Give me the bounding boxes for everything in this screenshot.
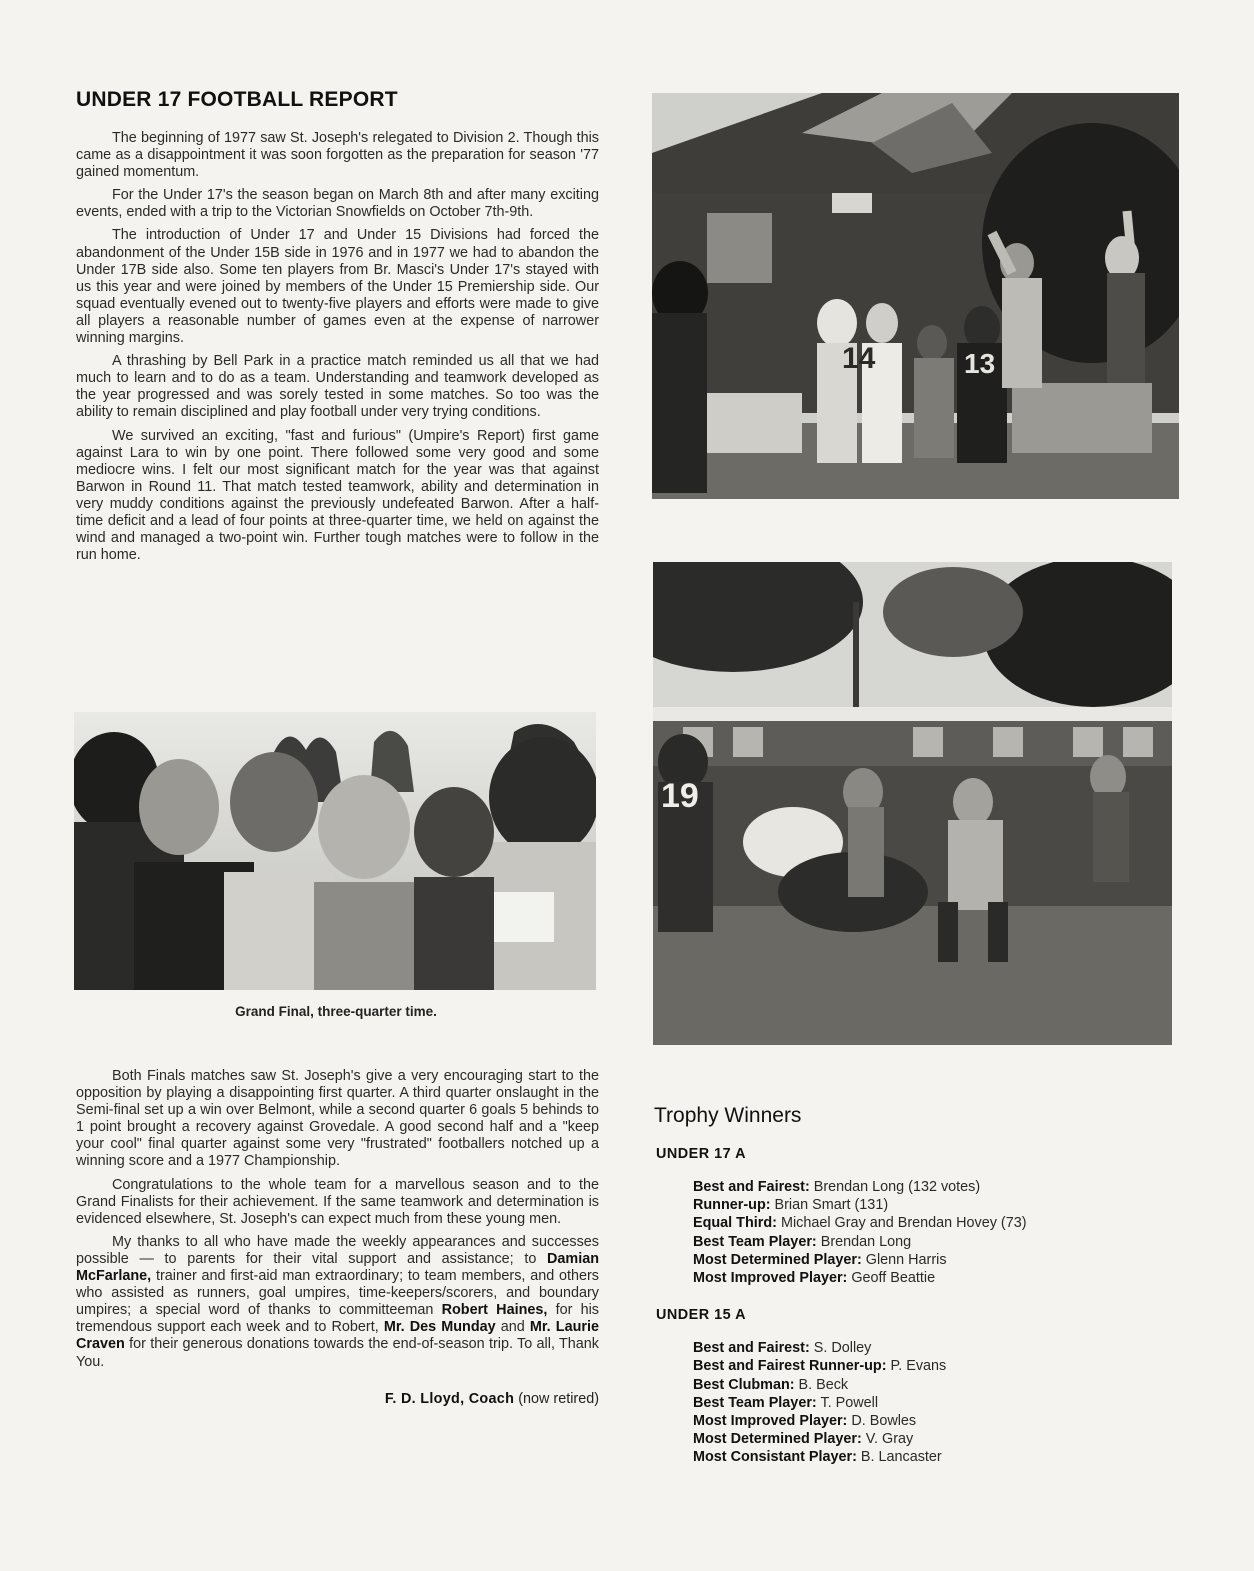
ground-scrum-photo (653, 562, 1172, 1045)
report-paragraph: We survived an exciting, "fast and furious" (Umpire's Report) first game against Lara to win by one point. There followed some very good and some mediocre wins. I felt our most significant match for the year was that against Barwon in Round 11. That match tested teamwork, ability and determination in very muddy conditions against the previously undefeated Barwon. After a half-time deficit and a lead of four points at three-quarter time, we held on against the wind and managed a two-point win. Further tough matches were to follow in the run home. (76, 427, 599, 564)
thanks-text: My thanks to all who have made the weekly appearances and successes possible — to parents for their vital support and assistance; to (76, 1233, 599, 1267)
award-winner: Glenn Harris (861, 1251, 947, 1268)
coach-note: (now retired) (514, 1390, 599, 1407)
award-winner: P. Evans (886, 1358, 947, 1375)
thanks-name: Mr. Des Munday (383, 1319, 496, 1336)
report-section (76, 88, 599, 570)
award-winner: Brendan Long (816, 1233, 912, 1250)
award-label: Runner-up: (693, 1197, 771, 1214)
division-heading: UNDER 15 A (656, 1307, 747, 1324)
award-label: Best Team Player: (693, 1394, 817, 1411)
award-winner: Brendan Long (132 votes) (809, 1179, 981, 1195)
report-paragraph: A thrashing by Bell Park in a practice match reminded us all that we had much to learn and to do as a team. Understanding and teamwork developed as the year progressed and was sorely tested in some matches. So too was the ability to remain disciplined and play football under very trying conditions. (76, 353, 599, 421)
marking-contest-photo (652, 93, 1179, 499)
report-paragraph: Congratulations to the whole team for a marvellous season and to the Grand Finalists for their achievement. If the same teamwork and determination is evidenced elsewhere, St. Joseph's can expect much from these young men. (76, 1176, 599, 1227)
award-winner: S. Dolley (809, 1340, 872, 1357)
thanks-text: for his tremendous support each week and to Robert, (76, 1302, 599, 1336)
division-heading: UNDER 17 A (656, 1146, 747, 1162)
award-item (693, 1269, 1174, 1287)
award-item (693, 1430, 1174, 1448)
photo-caption: Grand Final, three-quarter time. (235, 1004, 437, 1019)
award-winner: T. Powell (816, 1394, 879, 1411)
thanks-name: Damian McFarlane, (76, 1250, 599, 1285)
award-label: Best Clubman: (693, 1376, 795, 1393)
award-winner: B. Beck (794, 1376, 849, 1393)
coach-name: F. D. Lloyd, Coach (384, 1390, 515, 1407)
thanks-text: and (495, 1319, 530, 1336)
award-label: Best and Fairest: (693, 1340, 810, 1357)
award-winner: B. Lancaster (856, 1449, 942, 1466)
report-paragraph: The beginning of 1977 saw St. Joseph's relegated to Division 2. Though this came as a disappointment it was soon forgotten as the preparation for season '77 gained momentum. (76, 130, 599, 181)
award-item (693, 1357, 1174, 1375)
award-label: Most Improved Player: (693, 1270, 848, 1287)
signoff (76, 1391, 599, 1407)
award-item (693, 1251, 1174, 1269)
award-label: Most Determined Player: (693, 1431, 862, 1448)
award-list (654, 1339, 1174, 1466)
thanks-text: for their generous donations towards the end-of-season trip. To all, Thank You. (76, 1336, 599, 1370)
thanks-text: trainer and first-aid man extraordinary; to team members, and others who assisted as runners, goal umpires, time-keepers/scorers, and boundary umpires; a special word of thanks to committeeman (76, 1268, 599, 1319)
award-label: Most Improved Player: (693, 1413, 848, 1430)
report-title: UNDER 17 FOOTBALL REPORT (76, 88, 398, 111)
report-paragraph: For the Under 17's the season began on March 8th and after many exciting events, ended with a trip to the Victorian Snowfields on October 7th-9th. (76, 187, 599, 221)
trophy-winners-section (654, 1104, 1174, 1487)
jersey-number: 19 (661, 777, 699, 815)
jersey-number: 13 (964, 348, 996, 379)
award-label: Best Team Player: (693, 1233, 817, 1250)
award-label: Most Determined Player: (693, 1251, 862, 1268)
jersey-number: 14 (842, 342, 876, 375)
award-item (693, 1339, 1174, 1357)
award-item (693, 1214, 1174, 1232)
award-item (693, 1376, 1174, 1394)
award-label: Best and Fairest Runner-up: (693, 1358, 887, 1375)
report-paragraph: Both Finals matches saw St. Joseph's give a very encouraging start to the opposition by playing a disappointing first quarter. A third quarter onslaught in the Semi-final set up a win over Belmont, while a second quarter 6 goals 5 behinds to 1 point brought a recovery against Grovedale. A good second half and a "keep your cool" final quarter against some very "frustrated" footballers notched up a winning score and a 1977 Championship. (76, 1068, 599, 1170)
award-item (693, 1196, 1174, 1214)
grand-final-photo (74, 712, 596, 990)
award-winner: Michael Gray and Brendan Hovey (73) (776, 1215, 1027, 1232)
award-winner: V. Gray (861, 1431, 914, 1448)
thanks-name: Mr. Laurie Craven (76, 1319, 599, 1353)
award-item (693, 1178, 1174, 1196)
thanks-paragraph (76, 1234, 599, 1371)
award-label: Equal Third: (693, 1215, 777, 1232)
trophy-title: Trophy Winners (654, 1104, 802, 1127)
report-paragraph: The introduction of Under 17 and Under 15 Divisions had forced the abandonment of the Under 15B side in 1976 and in 1977 we had to abandon the Under 17B side also. Some ten players from Br. Masci's Under 17's stayed with us this year and were joined by members of the Under 15 Premiership side. Our squad eventually evened out to twenty-five players and efforts were made to give all players a reasonable number of games even at the expense of narrower winning margins. (76, 227, 599, 347)
award-item (693, 1448, 1174, 1466)
award-label: Best and Fairest: (693, 1179, 810, 1195)
award-item (693, 1233, 1174, 1251)
award-winner: D. Bowles (847, 1413, 917, 1430)
award-label: Most Consistant Player: (693, 1449, 857, 1466)
award-item (693, 1412, 1174, 1430)
report-section-continued (76, 1068, 599, 1407)
award-list (654, 1178, 1174, 1287)
award-winner: Brian Smart (131) (770, 1197, 889, 1214)
award-winner: Geoff Beattie (847, 1270, 936, 1287)
award-item (693, 1394, 1174, 1412)
thanks-name: Robert Haines, (441, 1302, 548, 1319)
